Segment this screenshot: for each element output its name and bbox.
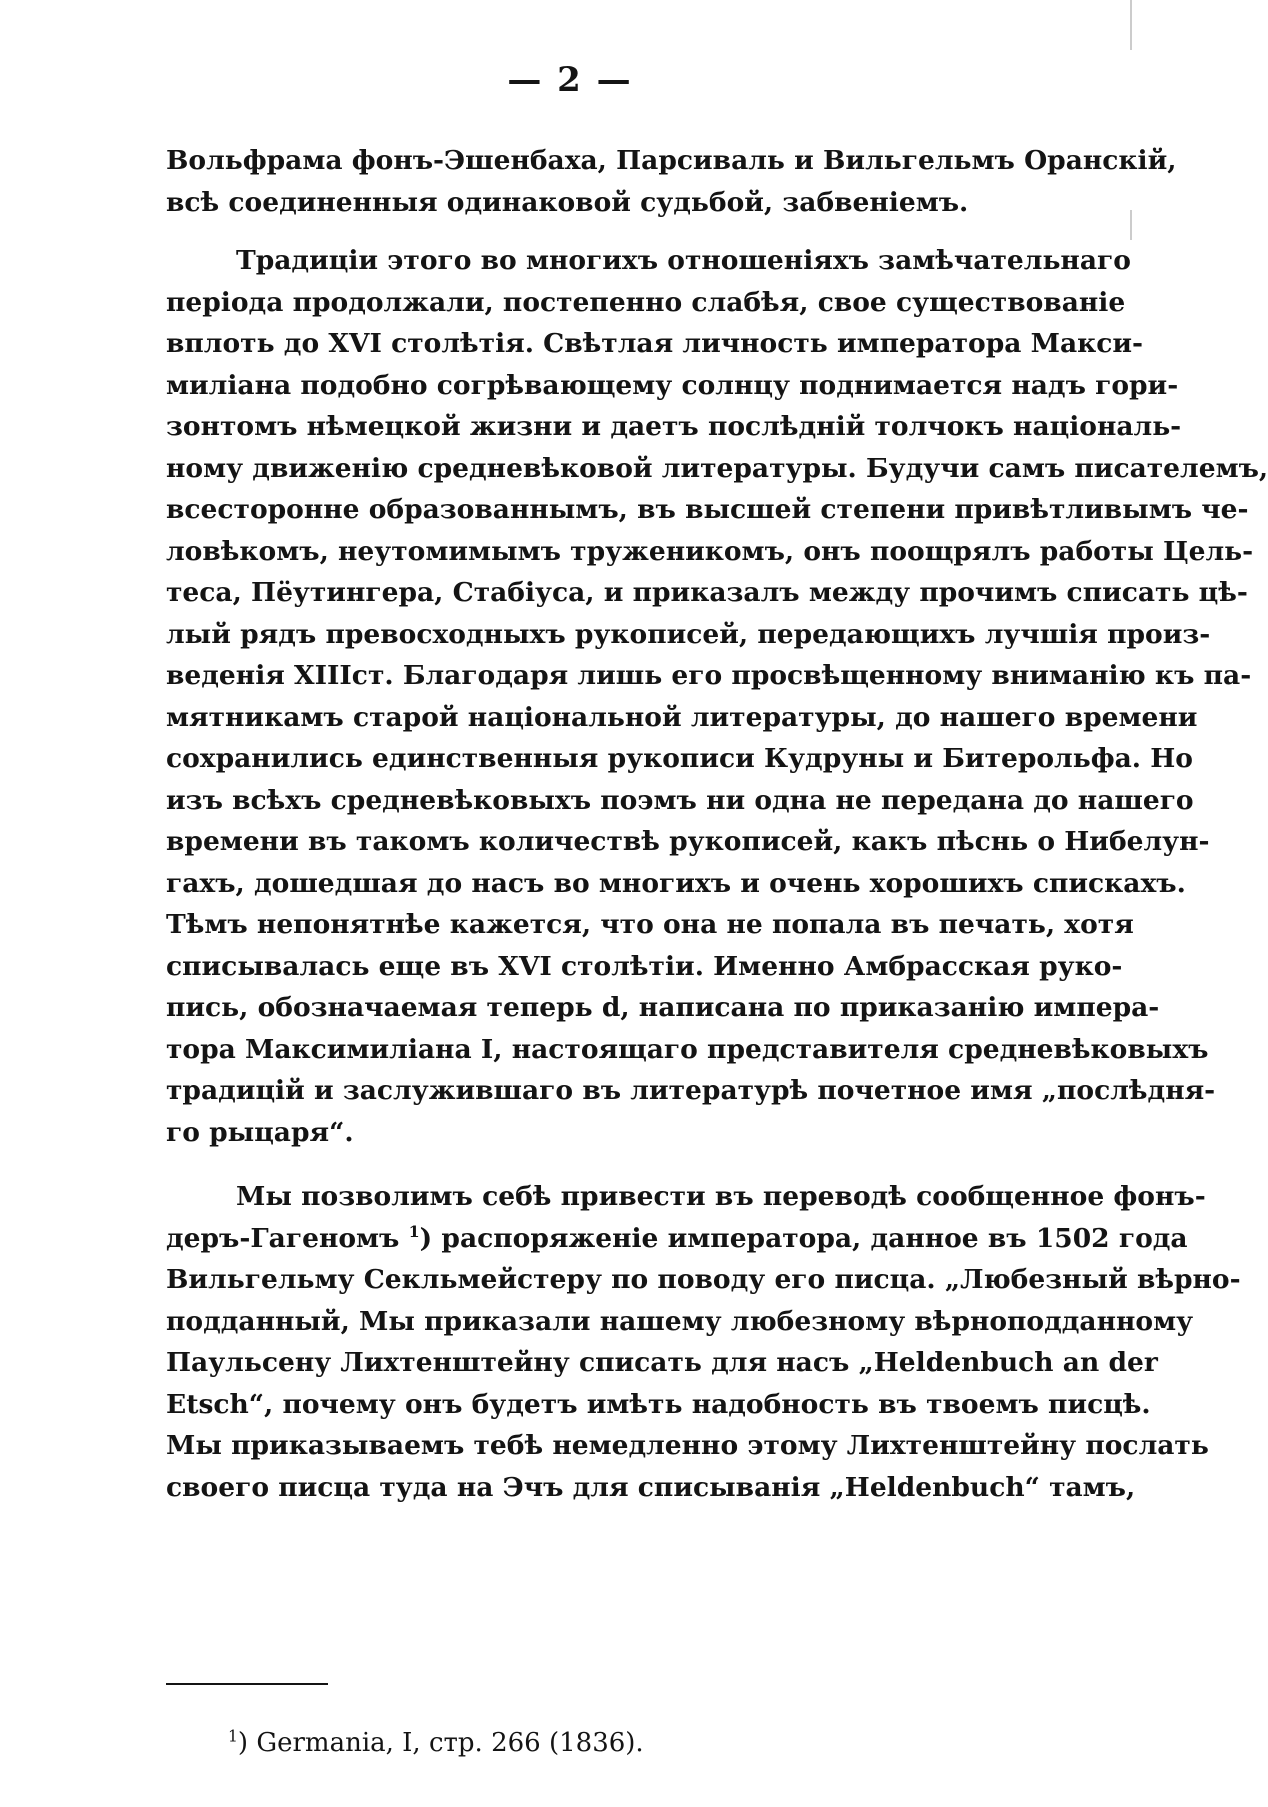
- text-line: веденія XIIIст. Благодаря лишь его просвѣщенному вниманію къ па-: [166, 660, 1252, 691]
- margin-mark-middle: [1130, 210, 1132, 240]
- paragraph-1: [166, 140, 1177, 223]
- text-line: лый рядъ превосходныхъ рукописей, передающихъ лучшія произ-: [166, 618, 1211, 650]
- text-fragment: деръ-Гагеномъ: [166, 1222, 400, 1254]
- text-line: всѣ соединенныя одинаковой судьбой, забвеніемъ.: [166, 186, 969, 218]
- paragraph-2: [166, 240, 1268, 1153]
- paragraph-3: [166, 1176, 1241, 1508]
- text-line: миліана подобно согрѣвающему солнцу поднимается надъ гори-: [166, 369, 1179, 401]
- text-line: теса, Пёутингера, Стабіуса, и приказалъ между прочимъ списать цѣ-: [166, 577, 1248, 608]
- text-line: го рыцаря“.: [166, 1116, 354, 1148]
- text-line: Etsch“, почему онъ будетъ имѣть надобность въ твоемъ писцѣ.: [166, 1388, 1151, 1420]
- text-line: Мы приказываемъ тебѣ немедленно этому Лихтенштейну послать: [166, 1430, 1209, 1461]
- text-line: періода продолжали, постепенно слабѣя, свое существованіе: [166, 286, 1126, 318]
- text-line: традицій и заслужившаго въ литературѣ почетное имя „послѣдня-: [166, 1075, 1216, 1106]
- footnote-ref-marker[interactable]: 1: [408, 1221, 420, 1241]
- text-line: Мы позволимъ себѣ привести въ переводѣ сообщенное фонъ-: [236, 1181, 1206, 1212]
- text-line: подданный, Мы приказали нашему любезному вѣрноподданному: [166, 1305, 1194, 1337]
- text-line: Традиціи этого во многихъ отношеніяхъ замѣчательнаго: [236, 245, 1131, 276]
- text-line: тора Максимиліана I, настоящаго представителя средневѣковыхъ: [166, 1033, 1209, 1065]
- text-line: гахъ, дошедшая до насъ во многихъ и очень хорошихъ спискахъ.: [166, 867, 1186, 899]
- text-line: зонтомъ нѣмецкой жизни и даетъ послѣдній толчокъ національ-: [166, 411, 1182, 442]
- text-line: времени въ такомъ количествѣ рукописей, какъ пѣснь о Нибелун-: [166, 826, 1210, 857]
- footnote-text: ) Germania, I, стр. 266 (1836).: [237, 1728, 644, 1758]
- text-fragment: [166, 1218, 420, 1260]
- text-line: всесторонне образованнымъ, въ высшей степени привѣтливымъ че-: [166, 494, 1249, 525]
- text-line: мятникамъ старой національной литературы, до нашего времени: [166, 701, 1198, 733]
- text-line: Вольфрама фонъ-Эшенбаха, Парсиваль и Вильгельмъ Оранскій,: [166, 145, 1177, 176]
- text-line: ному движенію средневѣковой литературы. Будучи самъ писателемъ,: [166, 452, 1268, 484]
- footnote-rule: [166, 1683, 328, 1685]
- footnote: [228, 1728, 644, 1758]
- text-line: Тѣмъ непонятнѣе кажется, что она не попала въ печать, хотя: [166, 909, 1134, 940]
- text-line: ловѣкомъ, неутомимымъ труженикомъ, онъ поощрялъ работы Цель-: [166, 535, 1254, 567]
- margin-mark-top: [1130, 0, 1132, 50]
- text-line: Паульсену Лихтенштейну списать для насъ „Heldenbuch an der: [166, 1347, 1158, 1378]
- text-line: Вильгельму Секльмейстеру по поводу его писца. „Любезный вѣрно-: [166, 1264, 1241, 1295]
- text-line: своего писца туда на Эчъ для списыванія „Heldenbuch“ тамъ,: [166, 1471, 1136, 1503]
- text-line: изъ всѣхъ средневѣковыхъ поэмъ ни одна не передана до нашего: [166, 784, 1194, 816]
- text-line: вплоть до XVI столѣтія. Свѣтлая личность императора Макси-: [166, 328, 1144, 359]
- text-line: сохранились единственныя рукописи Кудруны и Битерольфа. Но: [166, 743, 1193, 774]
- footnote-marker: 1: [228, 1727, 238, 1746]
- page-number: — 2 —: [507, 60, 633, 100]
- text-fragment: ) распоряженіе императора, данное въ 1502 года: [419, 1222, 1188, 1254]
- text-line: списывалась еще въ XVI столѣтіи. Именно Амбрасская руко-: [166, 950, 1123, 982]
- text-line: пись, обозначаемая теперь d, написана по приказанію импера-: [166, 992, 1160, 1023]
- text-line-with-footnote-ref: [166, 1218, 1188, 1260]
